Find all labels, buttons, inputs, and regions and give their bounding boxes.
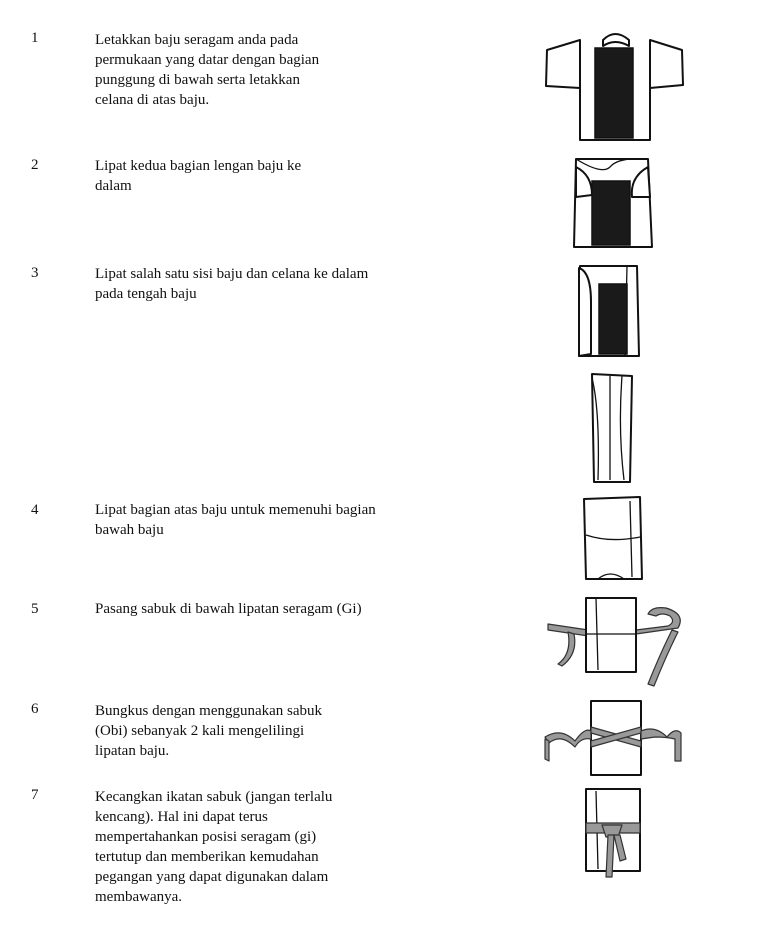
step-2-text: Lipat kedua bagian lengan baju ke dalam xyxy=(95,158,302,194)
step-4-text: Lipat bagian atas baju untuk memenuhi bagian bawah baju xyxy=(95,502,376,538)
step-4-number: 4 xyxy=(31,502,39,518)
step-6-number: 6 xyxy=(31,701,39,717)
step-5-text: Pasang sabuk di bawah lipatan seragam (Gi) xyxy=(95,601,362,617)
folded-strip-illustration xyxy=(588,370,636,486)
step-1-text: Letakkan baju seragam anda pada permukaan yang datar dengan bagian punggung di bawah serta letakkan celana di atas baju. xyxy=(95,32,320,108)
gi-laid-flat-illustration xyxy=(545,30,685,145)
belt-under-illustration xyxy=(548,594,688,692)
sleeves-folded-illustration xyxy=(572,155,654,251)
step-2-number: 2 xyxy=(31,157,39,173)
side-folded-illustration xyxy=(577,262,645,360)
step-3-text: Lipat salah satu sisi baju dan celana ke dalam pada tengah baju xyxy=(95,266,369,302)
step-7-number: 7 xyxy=(31,787,39,803)
step-6-text: Bungkus dengan menggunakan sabuk (Obi) sebanyak 2 kali mengelilingi lipatan baju. xyxy=(95,703,323,759)
step-1-number: 1 xyxy=(31,30,39,46)
top-folded-illustration xyxy=(580,495,646,583)
step-3-number: 3 xyxy=(31,265,39,281)
belt-wrapped-illustration xyxy=(545,697,685,779)
step-7-text: Kecangkan ikatan sabuk (jangan terlalu kencang). Hal ini dapat terus mempertahankan posisi seragam (gi) tertutup dan memberikan kemudahan pegangan yang dapat digunakan dalam membawanya. xyxy=(95,789,333,905)
step-5-number: 5 xyxy=(31,601,39,617)
belt-knotted-illustration xyxy=(582,785,644,881)
